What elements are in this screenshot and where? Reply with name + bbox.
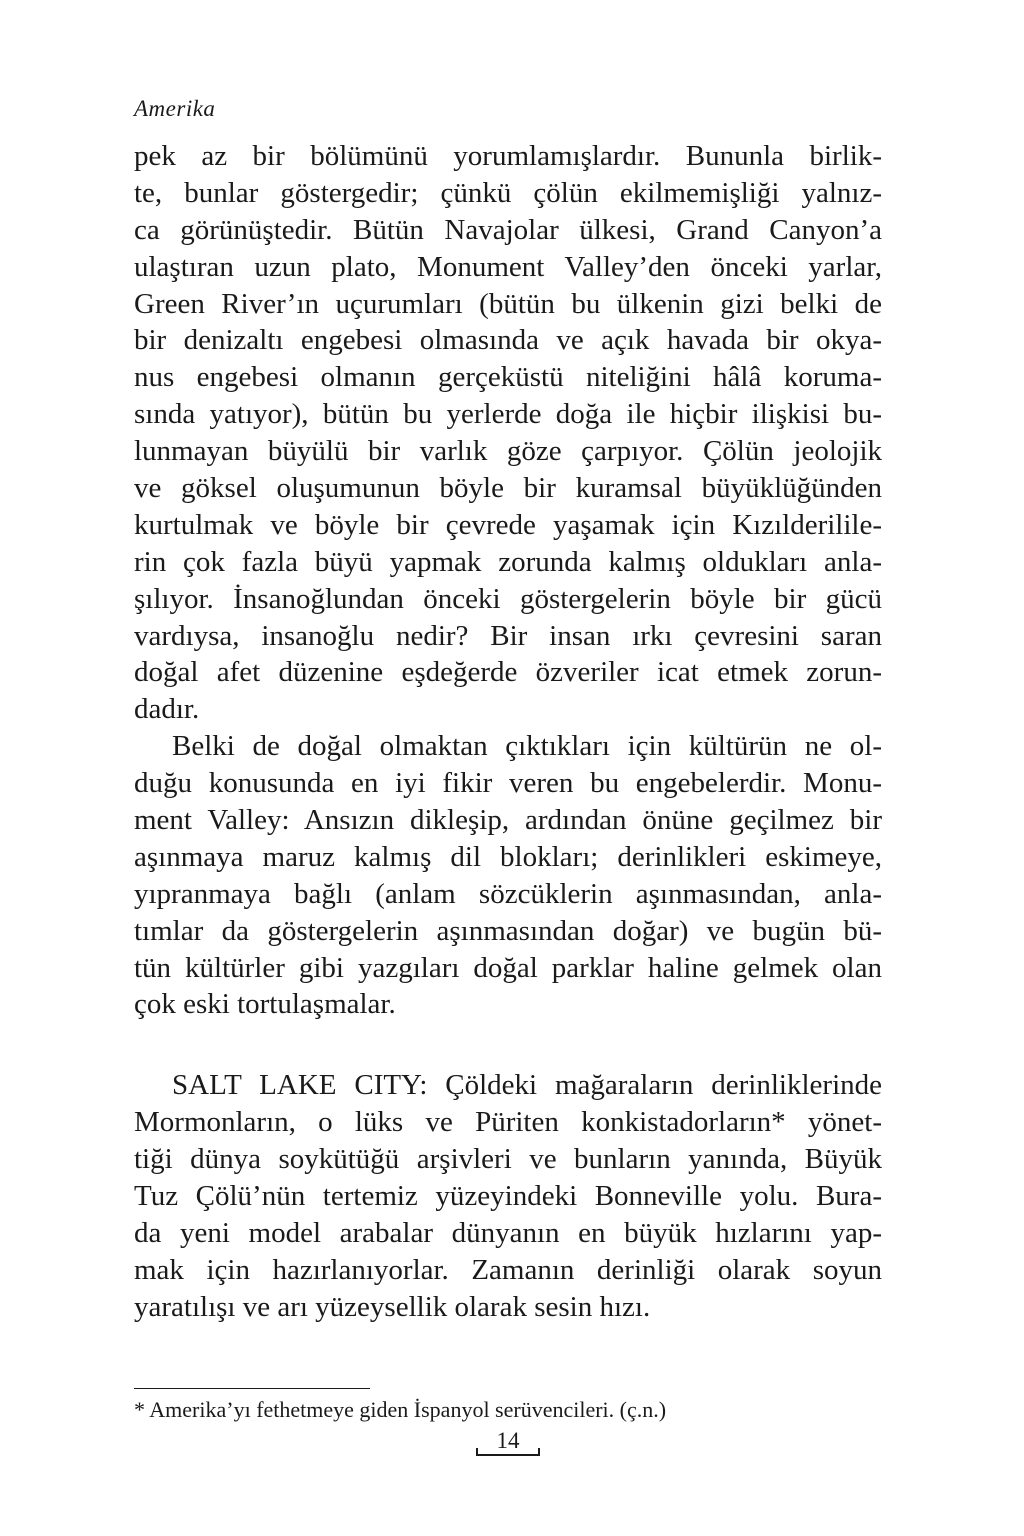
text-line: da yeni model arabalar dünyanın en büyük hızlarını yap- <box>134 1216 882 1249</box>
text-line: rin çok fazla büyü yapmak zorunda kalmış oldukları anla- <box>134 545 882 578</box>
text-line: ve göksel oluşumunun böyle bir kuramsal büyüklüğünden <box>134 472 882 505</box>
text-line: lunmayan büyülü bir varlık göze çarpıyor. Çölün jeolojik <box>134 435 882 468</box>
text-line: mak için hazırlanıyorlar. Zamanın derinliği olarak soyun <box>134 1253 882 1286</box>
text-line: bir denizaltı engebesi olmasında ve açık havada bir okya- <box>134 324 882 357</box>
text-line: SALT LAKE CITY: Çöldeki mağaraların derinliklerinde <box>172 1069 882 1102</box>
text-line: ulaştıran uzun plato, Monument Valley’den önceki yarlar, <box>134 250 882 283</box>
text-line: ment Valley: Ansızın dikleşip, ardından önüne geçilmez bir <box>134 804 882 837</box>
text-line: Green River’ın uçurumları (bütün bu ülkenin gizi belki de <box>134 287 882 320</box>
text-line: nus engebesi olmanın gerçeküstü niteliğini hâlâ koruma- <box>134 361 882 394</box>
text-line: Mormonların, o lüks ve Püriten konkistadorların* yönet- <box>134 1106 882 1139</box>
text-line: sında yatıyor), bütün bu yerlerde doğa ile hiçbir ilişkisi bu- <box>134 398 882 431</box>
paragraph-3 <box>134 1067 882 1325</box>
text-line: ca görünüştedir. Bütün Navajolar ülkesi, Grand Canyon’a <box>134 213 882 246</box>
text-line: tün kültürler gibi yazgıları doğal parklar haline gelmek olan <box>134 951 882 984</box>
page-number-bracket-left <box>476 1448 478 1456</box>
text-line: doğal afet düzenine eşdeğerde özveriler icat etmek zorun- <box>134 656 882 689</box>
page-number-bracket-right <box>538 1448 540 1456</box>
text-line: kurtulmak ve böyle bir çevrede yaşamak için Kızılderilile- <box>134 508 882 541</box>
text-line: Tuz Çölü’nün tertemiz yüzeyindeki Bonneville yolu. Bura- <box>134 1180 882 1213</box>
text-line: tiği dünya soykütüğü arşivleri ve bunların yanında, Büyük <box>134 1143 882 1176</box>
text-line: vardıysa, insanoğlu nedir? Bir insan ırkı çevresini saran <box>134 619 882 652</box>
page-number-underline <box>476 1454 540 1456</box>
page-number-block <box>472 1428 544 1464</box>
footnote-divider <box>134 1388 370 1389</box>
text-line: pek az bir bölümünü yorumlamışlardır. Bununla birlik- <box>134 140 882 172</box>
footnote: * Amerika’yı fethetmeye giden İspanyol serüvencileri. (ç.n.) <box>134 1397 667 1422</box>
text-line: yaratılışı ve arı yüzeysellik olarak sesin hızı. <box>134 1290 651 1323</box>
text-line: te, bunlar göstergedir; çünkü çölün ekilmemişliği yalnız- <box>134 176 882 209</box>
page-number: 14 <box>496 1428 520 1453</box>
text-line: şılıyor. İnsanoğlundan önceki göstergelerin böyle bir gücü <box>134 582 882 615</box>
text-line: Belki de doğal olmaktan çıktıkları için kültürün ne ol- <box>172 730 882 763</box>
section-break <box>134 1023 882 1067</box>
text-line: tımlar da göstergelerin aşınmasından doğar) ve bugün bü- <box>134 914 882 947</box>
text-line: duğu konusunda en iyi fikir veren bu engebelerdir. Monu- <box>134 767 882 800</box>
paragraph-1 <box>134 138 882 728</box>
text-line: çok eski tortulaşmalar. <box>134 988 396 1021</box>
paragraph-2 <box>134 728 882 1023</box>
running-head: Amerika <box>134 96 216 121</box>
body-text <box>134 138 882 1326</box>
text-line: aşınmaya maruz kalmış dil blokları; derinlikleri eskimeye, <box>134 840 882 873</box>
text-line: dadır. <box>134 693 200 726</box>
text-line: yıpranmaya bağlı (anlam sözcüklerin aşınmasından, anla- <box>134 877 882 910</box>
